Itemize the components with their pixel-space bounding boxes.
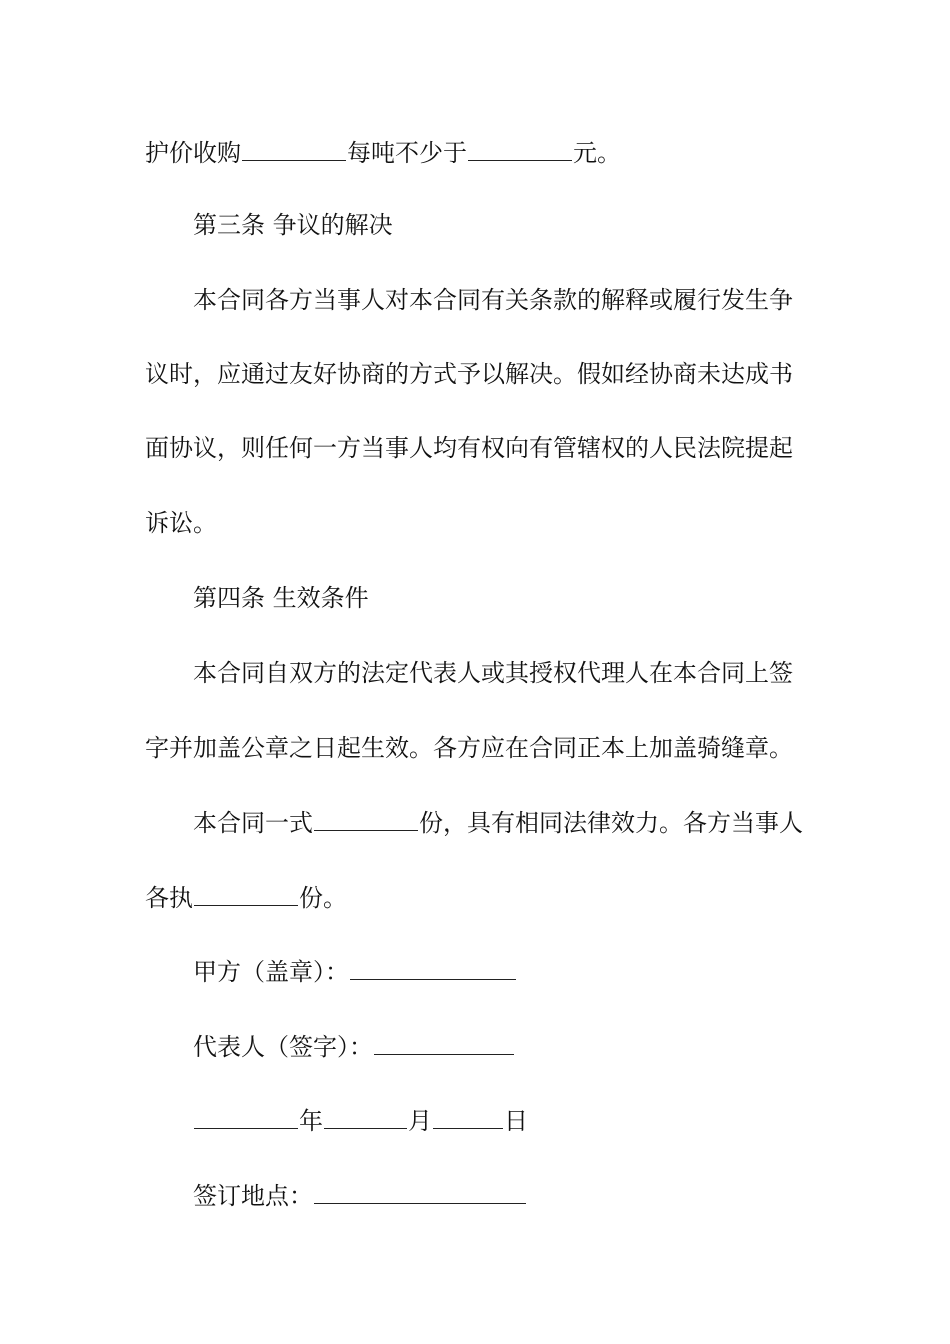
per-ton-label: 每吨不少于: [347, 139, 467, 167]
month-blank: [324, 1106, 407, 1129]
article-3-text-line-1: 本合同各方当事人对本合同有关条款的解释或履行发生争: [193, 286, 793, 314]
year-blank: [194, 1106, 298, 1129]
price-blank: [468, 138, 572, 161]
article-3-text-line-3: 面协议，则任何一方当事人均有权向有管辖权的人民法院提起: [145, 434, 793, 462]
purchase-blank: [242, 138, 346, 161]
party-a-seal-line: [193, 957, 853, 987]
copies-blank: [314, 808, 418, 831]
day-blank: [433, 1106, 503, 1129]
yuan-label: 元。: [573, 139, 621, 167]
copies-text: 份，具有相同法律效力。各方当事人: [419, 809, 803, 837]
party-a-blank: [350, 957, 516, 980]
purchase-price-line: [145, 138, 805, 168]
copies-label: 本合同一式: [193, 809, 313, 837]
day-label: 日: [504, 1107, 528, 1135]
purchase-label: 护价收购: [145, 139, 241, 167]
representative-line: [193, 1032, 853, 1062]
representative-label: 代表人（签字）：: [193, 1033, 373, 1061]
representative-blank: [374, 1032, 514, 1055]
signing-place-blank: [314, 1181, 526, 1204]
each-holds-blank: [194, 883, 298, 906]
signing-place-line: [193, 1181, 853, 1211]
party-a-label: 甲方（盖章）：: [193, 958, 349, 986]
year-label: 年: [299, 1107, 323, 1135]
copies-suffix: 份。: [299, 884, 347, 912]
article-3-text-line-4: 诉讼。: [145, 509, 217, 537]
article-3-text-line-2: 议时，应通过友好协商的方式予以解决。假如经协商未达成书: [145, 360, 793, 388]
article-4-text-line-2: 字并加盖公章之日起生效。各方应在合同正本上加盖骑缝章。: [145, 734, 793, 762]
copies-line-1: [193, 808, 853, 838]
article-4-heading: 第四条 生效条件: [193, 584, 369, 612]
copies-line-2: [145, 883, 805, 913]
signing-place-label: 签订地点：: [193, 1182, 313, 1210]
article-4-text-line-1: 本合同自双方的法定代表人或其授权代理人在本合同上签: [193, 659, 793, 687]
article-3-heading: 第三条 争议的解决: [193, 211, 393, 239]
each-holds-label: 各执: [145, 884, 193, 912]
date-line: [193, 1106, 853, 1136]
month-label: 月: [408, 1107, 432, 1135]
